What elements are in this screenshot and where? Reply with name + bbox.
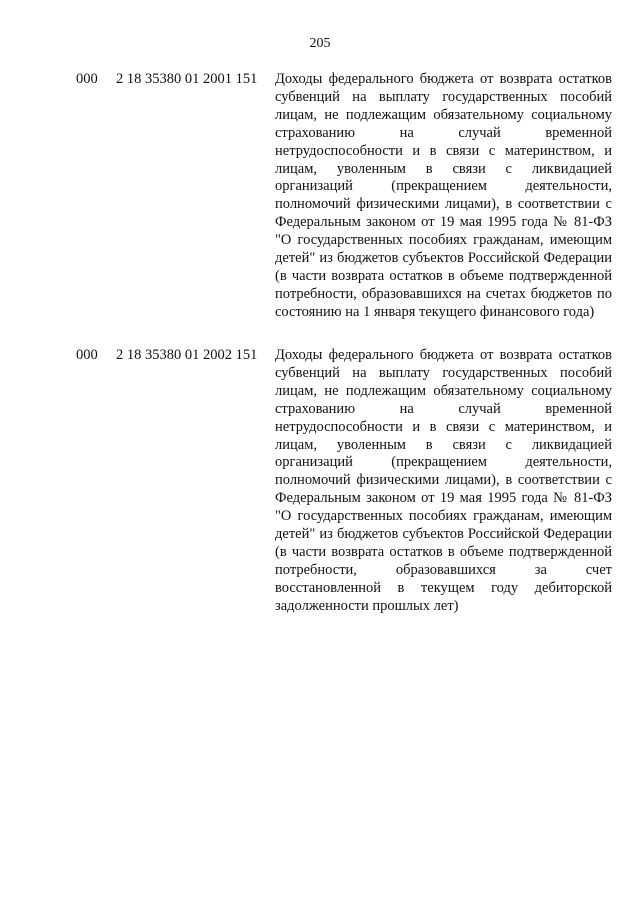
income-description: Доходы федерального бюджета от возврата остатков субвенций на выплату государственных пособий лицам, не подлежащим обязательному социальному страхованию на случай временной нетрудоспособности и в связи с материнством, и лицам, уволенным в связи с ликвидацией организаций (прекращением деятельности, полномочий физическими лицами), в соответствии с Федеральным законом от 19 мая 1995 года № 81-ФЗ "О государственных пособиях гражданам, имеющим детей" из бюджетов субъектов Российской Федерации (в части возврата остатков в объеме подтвержденной потребности, образовавшихся на счетах бюджетов по состоянию на 1 января текущего финансового года) xyxy=(275,71,612,320)
page-number: 205 xyxy=(309,36,331,51)
administrator-code: 000 xyxy=(76,71,98,87)
classification-code: 2 18 35380 01 2001 151 xyxy=(116,71,258,87)
income-description: Доходы федерального бюджета от возврата остатков субвенций на выплату государственных пособий лицам, не подлежащим обязательному социальному страхованию на случай временной нетрудоспособности и в связи с материнством, и лицам, уволенным в связи с ликвидацией организаций (прекращением деятельности, полномочий физическими лицами), в соответствии с Федеральным законом от 19 мая 1995 года № 81-ФЗ "О государственных пособиях гражданам, имеющим детей" из бюджетов субъектов Российской Федерации (в части возврата остатков в объеме подтвержденной потребности, образовавшихся за счет восстановленной в текущем году дебиторской задолженности прошлых лет) xyxy=(275,347,612,614)
administrator-code: 000 xyxy=(76,347,98,363)
classification-code: 2 18 35380 01 2002 151 xyxy=(116,347,258,363)
